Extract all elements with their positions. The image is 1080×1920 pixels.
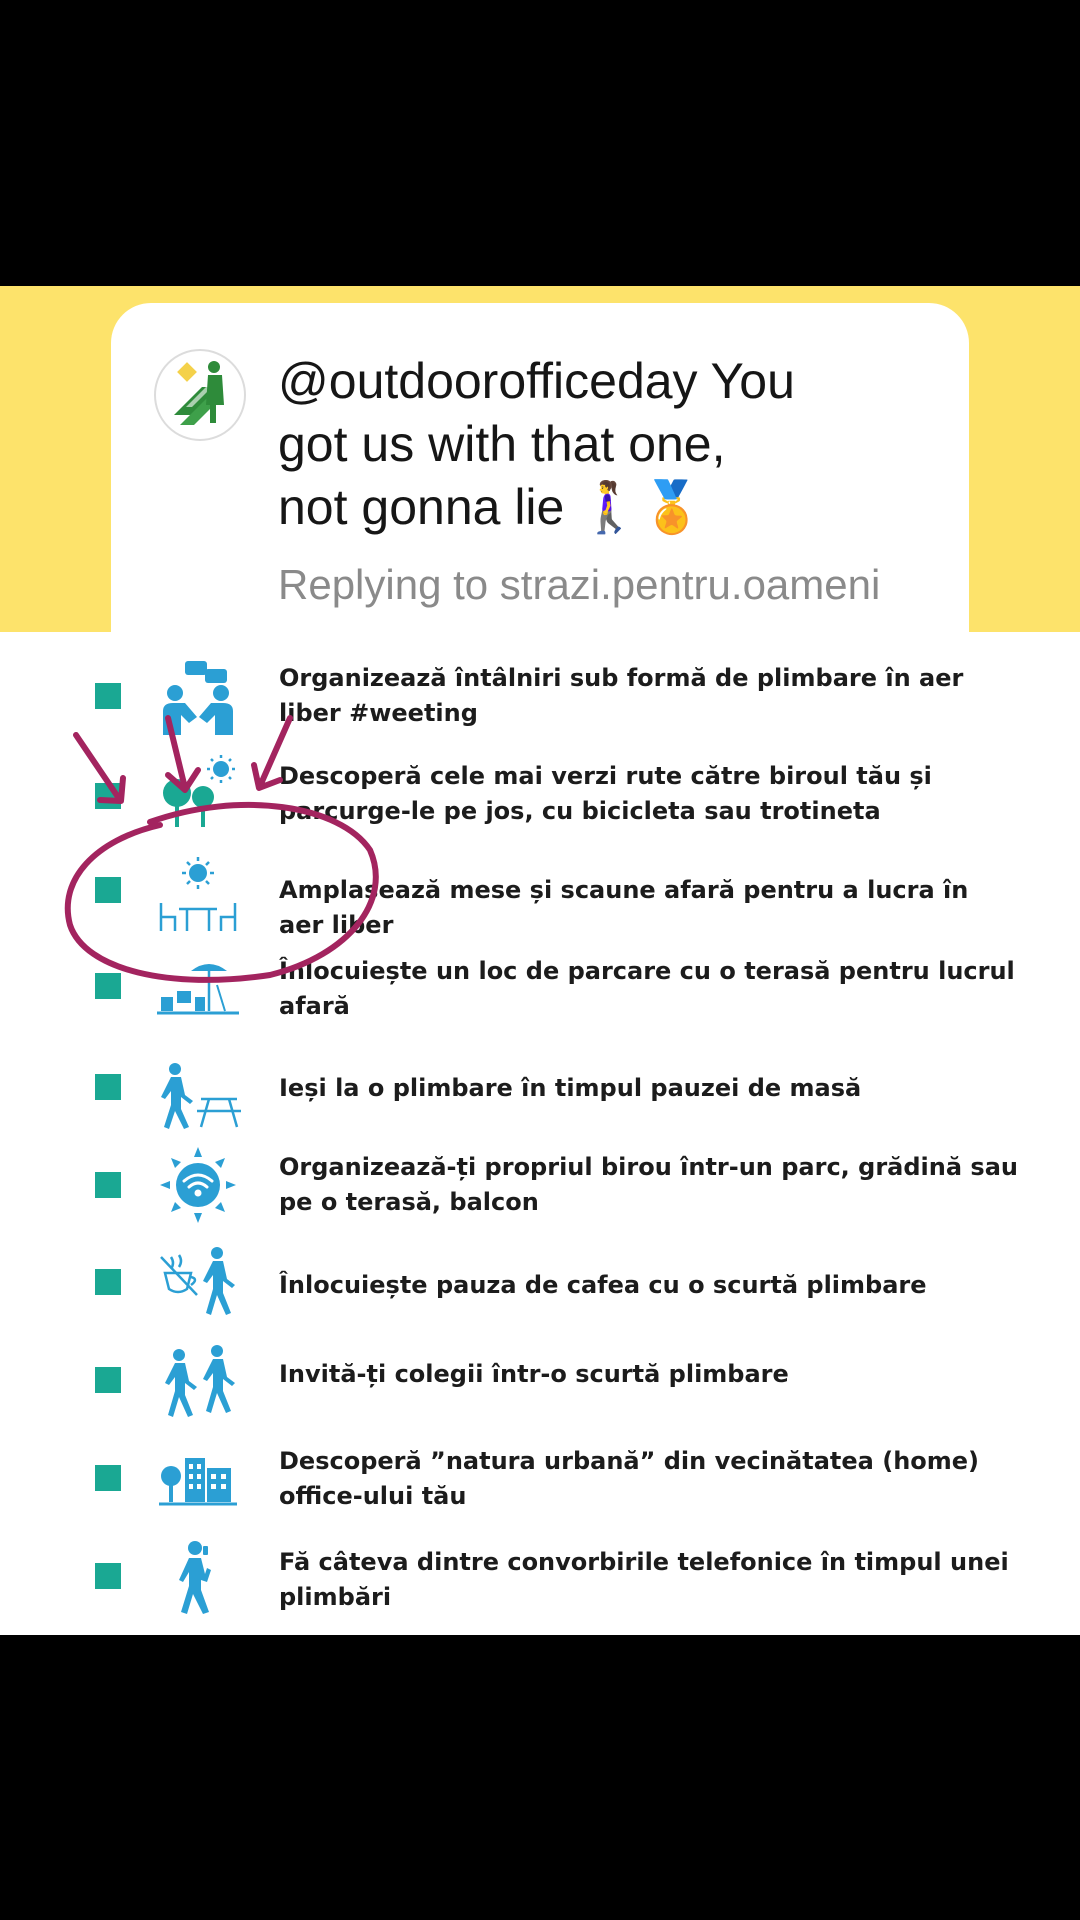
bullet-square	[95, 1563, 121, 1589]
item-text: Înlocuiește un loc de parcare cu o terasă pentru lucrul afară	[279, 957, 1015, 1020]
item-text: Organizează întâlniri sub formă de plimbare în aer liber #weeting	[279, 664, 964, 727]
no-coffee-walk-icon	[155, 1243, 241, 1323]
avatar-logo-icon	[156, 351, 244, 439]
walk-picnic-icon	[155, 1061, 241, 1141]
item-text: Amplasează mese și scaune afară pentru a lucra în aer liber	[279, 876, 969, 939]
bullet-square	[95, 973, 121, 999]
meeting-people-icon	[155, 659, 241, 739]
item-text: Fă câteva dintre convorbirile telefonice în timpul unei plimbări	[279, 1548, 1009, 1611]
bullet-square	[95, 783, 121, 809]
two-walkers-icon	[155, 1343, 241, 1423]
bullet-square	[95, 1269, 121, 1295]
reply-line-2: got us with that one,	[278, 416, 726, 472]
item-text: Descoperă cele mai verzi rute către biroul tău și parcurge-le pe jos, cu bicicleta sau trotineta	[279, 762, 932, 825]
reply-line-3: not gonna lie 🚶‍♀️🏅	[278, 479, 703, 535]
trees-sun-icon	[155, 753, 241, 833]
bullet-square	[95, 1172, 121, 1198]
city-tree-icon	[155, 1438, 241, 1518]
reply-line-1: @outdoorofficeday You	[278, 353, 795, 409]
outdoor-table-icon	[155, 855, 241, 935]
phone-walker-icon	[155, 1538, 241, 1618]
bullet-square	[95, 1367, 121, 1393]
bullet-square	[95, 1074, 121, 1100]
item-text: Organizează-ți propriul birou într-un parc, grădină sau pe o terasă, balcon	[279, 1153, 1018, 1216]
account-avatar[interactable]	[154, 349, 246, 441]
sun-wifi-icon	[155, 1145, 241, 1225]
bullet-square	[95, 1465, 121, 1491]
item-text: Descoperă ”natura urbană” din vecinătatea (home) office-ului tău	[279, 1447, 980, 1510]
item-text: Înlocuiește pauza de cafea cu o scurtă plimbare	[279, 1271, 927, 1299]
bullet-square	[95, 683, 121, 709]
bullet-square	[95, 877, 121, 903]
replying-to-label[interactable]: Replying to strazi.pentru.oameni	[278, 561, 881, 608]
parklet-terrace-icon	[155, 953, 241, 1033]
item-text: Ieși la o plimbare în timpul pauzei de masă	[279, 1074, 862, 1102]
item-text: Invită-ți colegii într-o scurtă plimbare	[279, 1360, 789, 1388]
reply-message	[278, 350, 938, 539]
